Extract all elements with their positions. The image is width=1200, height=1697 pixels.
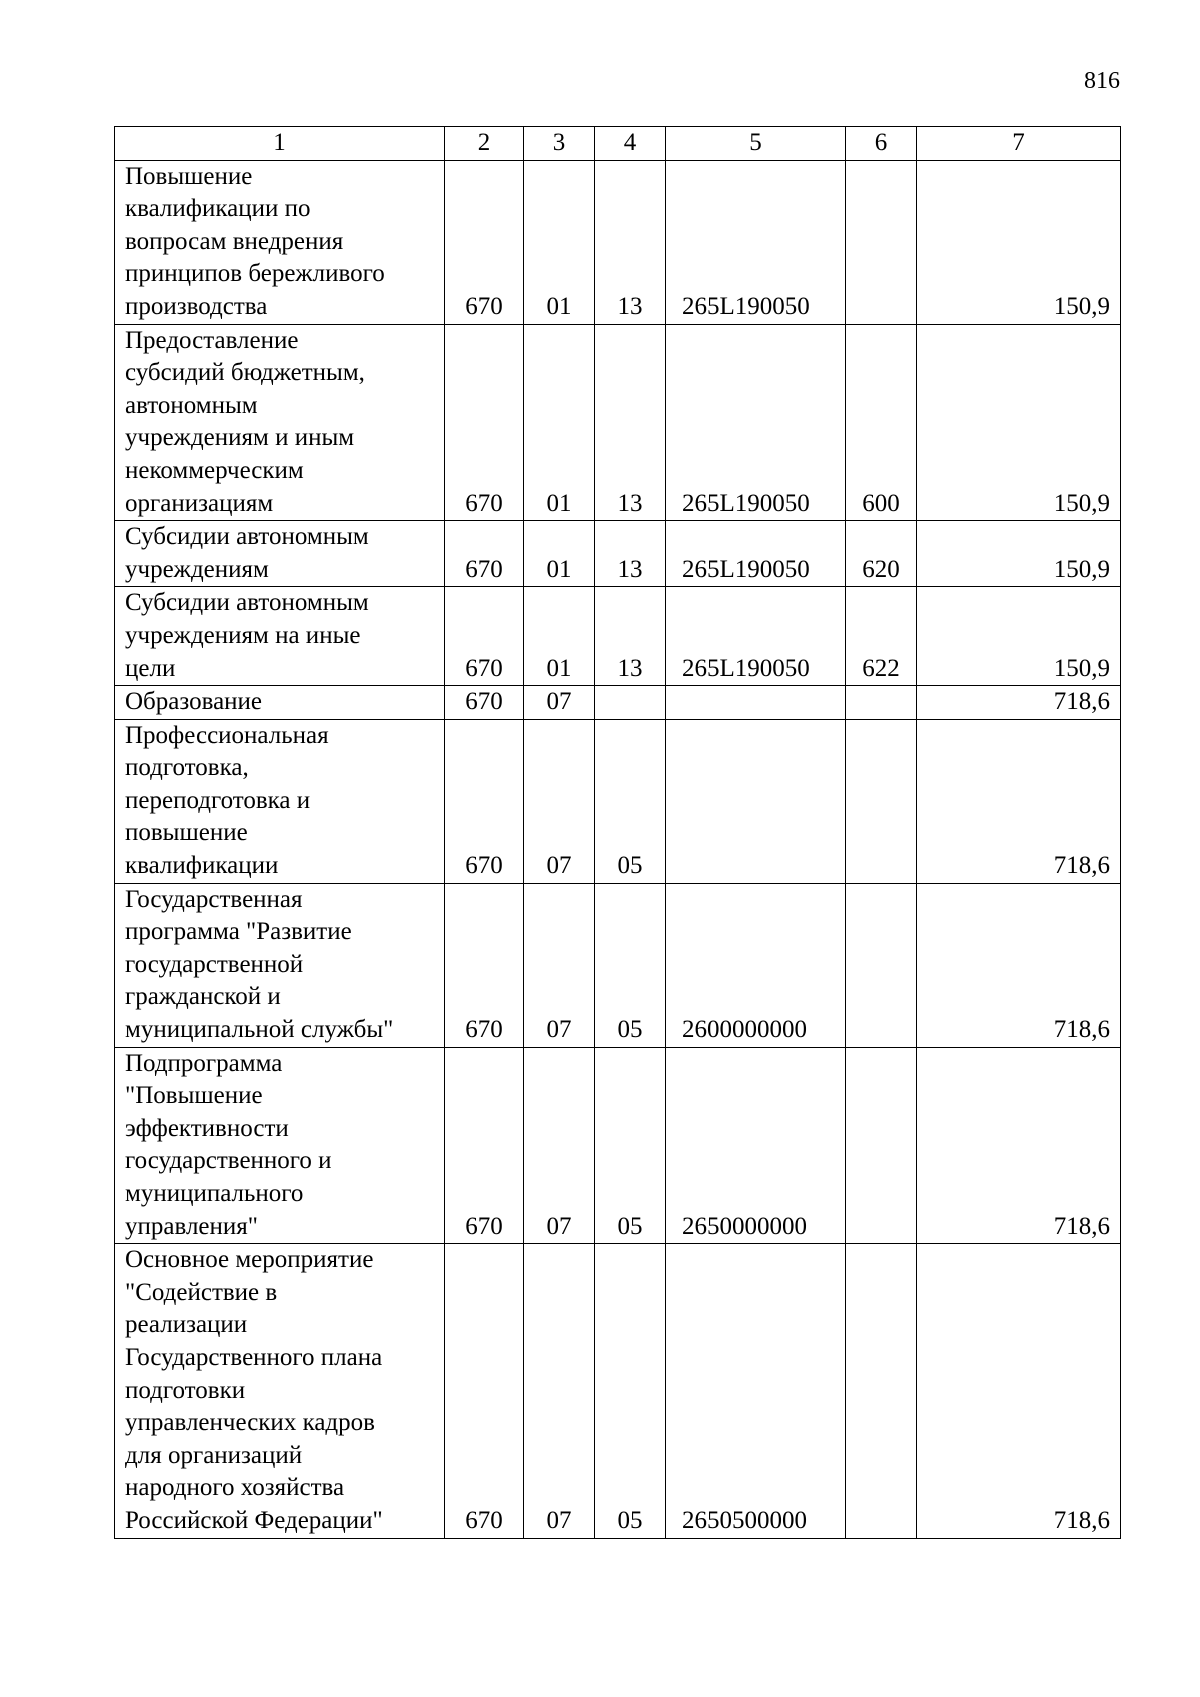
amount: 718,6 [917, 1244, 1121, 1538]
ministry-code: 670 [445, 719, 524, 883]
expense-type-code: 622 [846, 587, 917, 686]
subsection-code: 05 [595, 719, 666, 883]
table-row [115, 587, 1121, 686]
amount: 718,6 [917, 686, 1121, 720]
amount: 718,6 [917, 1047, 1121, 1244]
table-row [115, 883, 1121, 1047]
ministry-code: 670 [445, 1244, 524, 1538]
section-code: 07 [524, 883, 595, 1047]
subsection-code: 05 [595, 883, 666, 1047]
amount: 150,9 [917, 160, 1121, 324]
row-name: Государственная программа "Развитие государственной гражданской и муниципальной службы" [115, 883, 445, 1047]
row-name: Субсидии автономным учреждениям [115, 521, 445, 587]
column-header-5: 5 [666, 127, 846, 161]
expense-type-code [846, 686, 917, 720]
expense-type-code [846, 883, 917, 1047]
amount: 718,6 [917, 719, 1121, 883]
column-header-1: 1 [115, 127, 445, 161]
target-article-code: 265L190050 [666, 324, 846, 521]
row-name: Субсидии автономным учреждениям на иные цели [115, 587, 445, 686]
budget-table [114, 126, 1121, 1539]
subsection-code: 13 [595, 587, 666, 686]
amount: 718,6 [917, 883, 1121, 1047]
page-number: 816 [1084, 68, 1120, 94]
ministry-code: 670 [445, 324, 524, 521]
target-article-code: 2650000000 [666, 1047, 846, 1244]
row-name: Профессиональная подготовка, переподготовка и повышение квалификации [115, 719, 445, 883]
amount: 150,9 [917, 324, 1121, 521]
row-name: Предоставление субсидий бюджетным, автономным учреждениям и иным некоммерческим организациям [115, 324, 445, 521]
column-header-2: 2 [445, 127, 524, 161]
table-row [115, 521, 1121, 587]
subsection-code: 13 [595, 160, 666, 324]
target-article-code: 265L190050 [666, 160, 846, 324]
table-row [115, 324, 1121, 521]
subsection-code: 13 [595, 521, 666, 587]
subsection-code: 05 [595, 1244, 666, 1538]
section-code: 01 [524, 587, 595, 686]
target-article-code: 265L190050 [666, 521, 846, 587]
expense-type-code [846, 160, 917, 324]
expense-type-code [846, 1047, 917, 1244]
subsection-code: 05 [595, 1047, 666, 1244]
section-code: 01 [524, 521, 595, 587]
expense-type-code [846, 1244, 917, 1538]
target-article-code [666, 719, 846, 883]
row-name: Образование [115, 686, 445, 720]
expense-type-code [846, 719, 917, 883]
ministry-code: 670 [445, 587, 524, 686]
column-header-7: 7 [917, 127, 1121, 161]
amount: 150,9 [917, 587, 1121, 686]
target-article-code [666, 686, 846, 720]
ministry-code: 670 [445, 686, 524, 720]
section-code: 07 [524, 1047, 595, 1244]
section-code: 01 [524, 160, 595, 324]
section-code: 07 [524, 719, 595, 883]
subsection-code: 13 [595, 324, 666, 521]
table-row [115, 686, 1121, 720]
ministry-code: 670 [445, 1047, 524, 1244]
section-code: 07 [524, 686, 595, 720]
target-article-code: 265L190050 [666, 587, 846, 686]
ministry-code: 670 [445, 521, 524, 587]
ministry-code: 670 [445, 160, 524, 324]
table-row [115, 1244, 1121, 1538]
column-header-4: 4 [595, 127, 666, 161]
amount: 150,9 [917, 521, 1121, 587]
ministry-code: 670 [445, 883, 524, 1047]
column-header-3: 3 [524, 127, 595, 161]
target-article-code: 2600000000 [666, 883, 846, 1047]
subsection-code [595, 686, 666, 720]
section-code: 07 [524, 1244, 595, 1538]
table-row [115, 1047, 1121, 1244]
expense-type-code: 620 [846, 521, 917, 587]
row-name: Основное мероприятие "Содействие в реализации Государственного плана подготовки управленческих кадров для организаций народного хозяйства Российской Федерации" [115, 1244, 445, 1538]
row-name: Подпрограмма "Повышение эффективности государственного и муниципального управления" [115, 1047, 445, 1244]
expense-type-code: 600 [846, 324, 917, 521]
section-code: 01 [524, 324, 595, 521]
target-article-code: 2650500000 [666, 1244, 846, 1538]
row-name: Повышение квалификации по вопросам внедрения принципов бережливого производства [115, 160, 445, 324]
table-row [115, 160, 1121, 324]
header-row [115, 127, 1121, 161]
column-header-6: 6 [846, 127, 917, 161]
table-row [115, 719, 1121, 883]
